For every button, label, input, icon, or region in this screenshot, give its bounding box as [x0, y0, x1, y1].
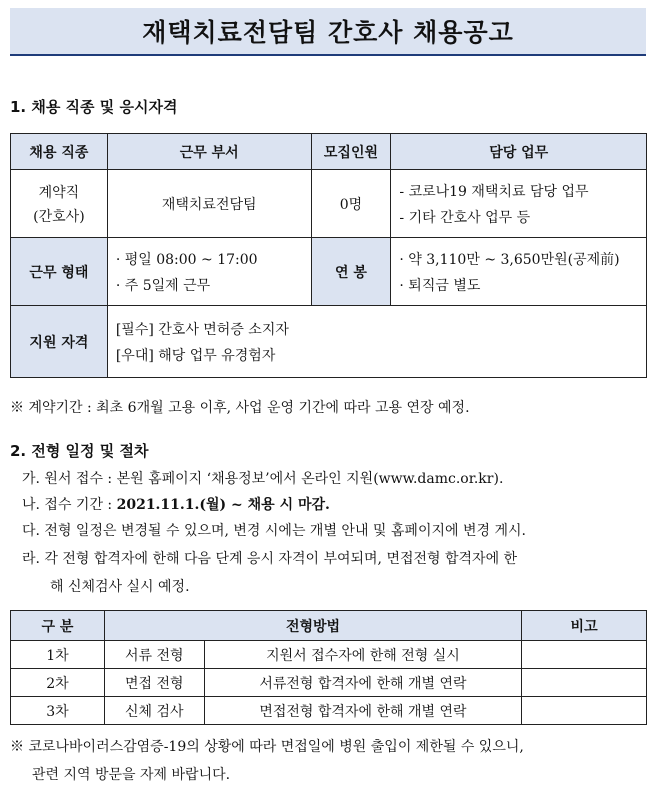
stage-name-cell: 서류 전형: [104, 641, 204, 669]
covid-note-line1: ※ 코로나바이러스감염증-19의 상황에 따라 면접일에 병원 출입이 제한될 수 있으니,: [10, 739, 524, 755]
salary-line1: · 약 3,110만 ~ 3,650만원(공제前): [399, 251, 620, 268]
count-cell: 0명: [311, 170, 391, 238]
header-division: 구 분: [11, 611, 105, 641]
header-duty: 담당 업무: [391, 134, 647, 170]
table-row: [11, 669, 647, 697]
item-b: [22, 494, 330, 514]
covid-note-line2: 관련 지역 방문을 자제 바랍니다.: [32, 767, 231, 783]
salary-line2: · 퇴직금 별도: [399, 277, 481, 294]
remark-cell: [522, 669, 647, 697]
stage-desc-cell: 서류전형 합격자에 한해 개별 연락: [204, 669, 521, 697]
header-count: 모집인원: [311, 134, 391, 170]
header-job: 채용 직종: [11, 134, 108, 170]
dept-cell: 재택치료전담팀: [107, 170, 311, 238]
recruitment-table: [10, 133, 647, 378]
stage-desc-cell: 면접전형 합격자에 한해 개별 연락: [204, 697, 521, 725]
qual-label: 지원 자격: [11, 306, 108, 378]
table-row: [11, 697, 647, 725]
stage-desc-cell: 지원서 접수자에 한해 전형 실시: [204, 641, 521, 669]
duty-line1: - 코로나19 재택치료 담당 업무: [399, 183, 589, 200]
qual-line2: [우대] 해당 업무 유경험자: [115, 347, 276, 364]
work-cell: [107, 238, 311, 306]
item-b-period: 2021.11.1.(월) ~ 채용 시 마감.: [116, 497, 330, 513]
stage-name-cell: 면접 전형: [104, 669, 204, 697]
section1-heading: 1. 채용 직종 및 응시자격: [10, 98, 178, 116]
qual-cell: [107, 306, 646, 378]
job-cell: [11, 170, 108, 238]
header-dept: 근무 부서: [107, 134, 311, 170]
item-a: 가. 원서 접수 : 본원 홈페이지 ‘채용정보’에서 온라인 지원(www.damc.or.kr).: [22, 471, 504, 487]
procedure-table: [10, 610, 647, 725]
job-line2: (간호사): [33, 208, 85, 225]
salary-cell: [391, 238, 647, 306]
item-d-line1: 라. 각 전형 합격자에 한해 다음 단계 응시 자격이 부여되며, 면접전형 합격자에 한: [22, 551, 518, 567]
title-banner: [10, 8, 646, 56]
work-label: 근무 형태: [11, 238, 108, 306]
work-line2: · 주 5일제 근무: [115, 277, 211, 294]
work-line1: · 평일 08:00 ~ 17:00: [115, 251, 258, 268]
item-b-prefix: 나. 접수 기간 :: [22, 497, 117, 513]
job-line1: 계약직: [38, 184, 80, 201]
remark-cell: [522, 641, 647, 669]
section2-heading: 2. 전형 일정 및 절차: [10, 442, 149, 460]
remark-cell: [522, 697, 647, 725]
item-c: 다. 전형 일정은 변경될 수 있으며, 변경 시에는 개별 안내 및 홈페이지에 변경 게시.: [22, 523, 526, 539]
step-cell: 3차: [11, 697, 105, 725]
item-d-line2: 해 신체검사 실시 예정.: [50, 579, 190, 595]
qual-line1: [필수] 간호사 면허증 소지자: [115, 321, 289, 338]
header-remark: 비고: [522, 611, 647, 641]
step-cell: 2차: [11, 669, 105, 697]
duty-cell: [391, 170, 647, 238]
duty-line2: - 기타 간호사 업무 등: [399, 209, 531, 226]
table-row: [11, 641, 647, 669]
page-title: 재택치료전담팀 간호사 채용공고: [142, 18, 514, 47]
step-cell: 1차: [11, 641, 105, 669]
salary-label: 연 봉: [311, 238, 391, 306]
stage-name-cell: 신체 검사: [104, 697, 204, 725]
header-method: 전형방법: [104, 611, 521, 641]
contract-note: ※ 계약기간 : 최초 6개월 고용 이후, 사업 운영 기간에 따라 고용 연장 예정.: [10, 400, 470, 416]
